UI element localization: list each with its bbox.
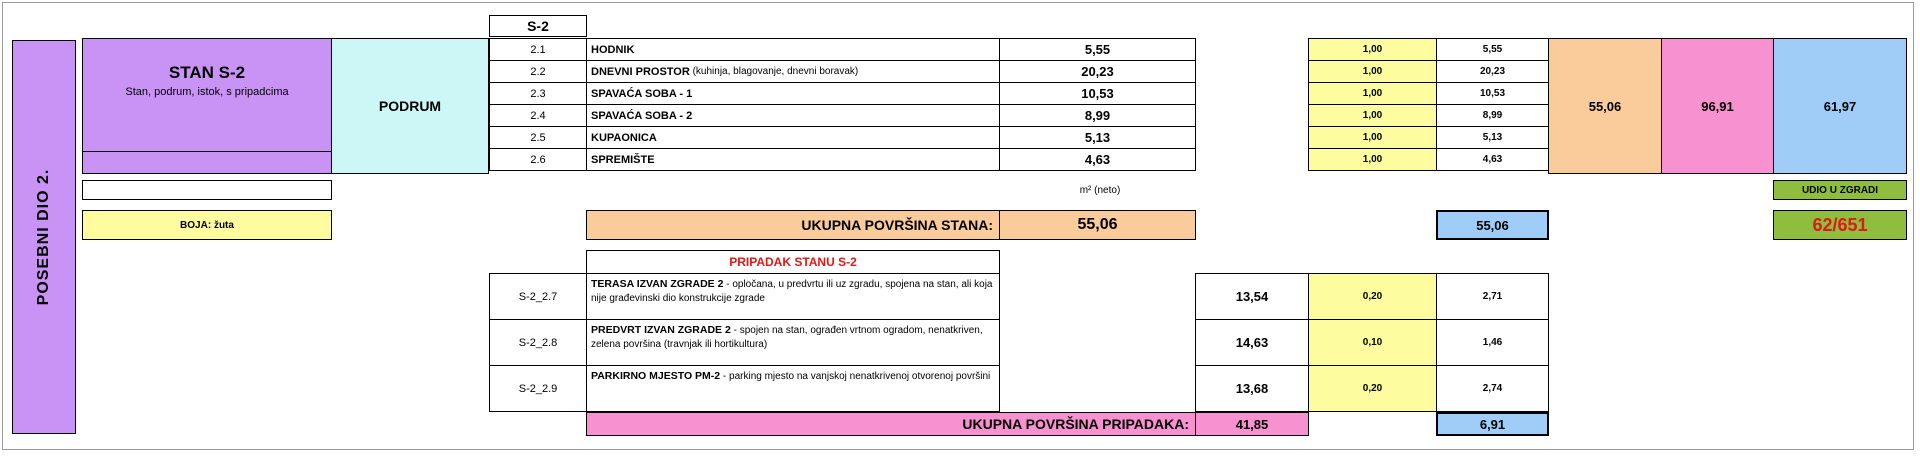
room-area: 5,55	[999, 38, 1196, 61]
room-coefficient: 1,00	[1308, 126, 1437, 149]
color-label: BOJA: žuta	[82, 210, 332, 240]
summary-blue-cell: 61,97	[1773, 38, 1907, 174]
room-name-label: DNEVNI PROSTOR	[591, 65, 690, 78]
room-number: 2.6	[489, 148, 587, 171]
appurtenance-coefficient: 0,10	[1308, 319, 1437, 366]
room-name	[586, 38, 1000, 61]
room-name	[586, 60, 1000, 83]
room-number: 2.1	[489, 38, 587, 61]
room-name-label: HODNIK	[591, 43, 635, 56]
room-name-detail: (kuhinja, blagovanje, dnevni boravak)	[689, 66, 859, 77]
room-name	[586, 126, 1000, 149]
room-name	[586, 104, 1000, 127]
total-appurtenances-label: UKUPNA POVRŠINA PRIPADAKA:	[586, 412, 1196, 436]
room-coefficient: 1,00	[1308, 148, 1437, 171]
room-reduced-area: 5,55	[1436, 38, 1549, 61]
appurtenance-description	[586, 273, 1000, 320]
room-area: 10,53	[999, 82, 1196, 105]
appurtenance-description	[586, 319, 1000, 366]
apartment-title-cell	[82, 38, 332, 152]
total-apartment-value: 55,06	[999, 210, 1196, 240]
floor-cell: PODRUM	[331, 38, 489, 174]
room-number: 2.2	[489, 60, 587, 83]
apartment-title: STAN S-2	[168, 63, 246, 82]
unit-code-header: S-2	[489, 15, 587, 37]
room-name	[586, 148, 1000, 171]
appurtenance-detail: - opločana, u predvrtu ili uz zgradu, spojena na stan, ali koja nije građevinski dio konstrukcije zgrade	[591, 279, 993, 304]
room-name-label: KUPAONICA	[591, 131, 657, 144]
appurtenance-code: S-2_2.7	[489, 273, 587, 320]
appurtenances-title: PRIPADAK STANU S-2	[586, 250, 1000, 274]
blank-cell	[82, 180, 332, 200]
appurtenance-description	[586, 365, 1000, 412]
appurtenance-area: 14,63	[1195, 319, 1309, 366]
room-reduced-area: 8,99	[1436, 104, 1549, 127]
appurtenance-coefficient: 0,20	[1308, 365, 1437, 412]
appurtenance-area: 13,68	[1195, 365, 1309, 412]
apartment-title-lower-cell	[82, 151, 332, 174]
room-reduced-area: 4,63	[1436, 148, 1549, 171]
appurtenance-detail: - parking mjesto na vanjskoj nenatkrivenoj otvorenoj površini	[720, 371, 991, 382]
room-reduced-area: 5,13	[1436, 126, 1549, 149]
summary-peach-cell: 55,06	[1548, 38, 1662, 174]
share-value: 62/651	[1773, 210, 1907, 240]
room-area: 4,63	[999, 148, 1196, 171]
unit-label: m² (neto)	[1079, 184, 1121, 196]
room-name-label: SPAVAĆA SOBA - 2	[591, 109, 693, 122]
total-apartment-reduced: 55,06	[1436, 210, 1549, 240]
appurtenance-reduced-area: 1,46	[1436, 319, 1549, 366]
room-coefficient: 1,00	[1308, 104, 1437, 127]
appurtenance-reduced-area: 2,74	[1436, 365, 1549, 412]
total-appurtenances-reduced: 6,91	[1436, 412, 1549, 436]
room-name	[586, 82, 1000, 105]
room-coefficient: 1,00	[1308, 38, 1437, 61]
room-coefficient: 1,00	[1308, 82, 1437, 105]
appurtenance-area: 13,54	[1195, 273, 1309, 320]
appurtenance-name: PARKIRNO MJESTO PM-2	[591, 370, 721, 382]
room-area: 5,13	[999, 126, 1196, 149]
room-area: 20,23	[999, 60, 1196, 83]
room-area: 8,99	[999, 104, 1196, 127]
appurtenance-name: TERASA IZVAN ZGRADE 2	[591, 278, 724, 290]
appurtenance-name: PREDVRT IZVAN ZGRADE 2	[591, 324, 731, 336]
room-number: 2.4	[489, 104, 587, 127]
appurtenance-detail: - spojen na stan, ograđen vrtnom ogradom, nenatkriven, zelena površina (travnjak ili hortikultura)	[591, 325, 983, 350]
appurtenance-code: S-2_2.9	[489, 365, 587, 412]
total-appurtenances-value: 41,85	[1195, 412, 1309, 436]
appurtenance-reduced-area: 2,71	[1436, 273, 1549, 320]
total-apartment-label: UKUPNA POVRŠINA STANA:	[586, 210, 1000, 240]
summary-pink-cell: 96,91	[1661, 38, 1774, 174]
room-reduced-area: 20,23	[1436, 60, 1549, 83]
apartment-subtitle: Stan, podrum, istok, s pripadcima	[125, 86, 289, 98]
room-number: 2.5	[489, 126, 587, 149]
appurtenance-coefficient: 0,20	[1308, 273, 1437, 320]
room-name-label: SPREMIŠTE	[591, 153, 655, 166]
room-name-label: SPAVAĆA SOBA - 1	[591, 87, 693, 100]
room-reduced-area: 10,53	[1436, 82, 1549, 105]
room-number: 2.3	[489, 82, 587, 105]
share-label: UDIO U ZGRADI	[1773, 180, 1907, 200]
room-coefficient: 1,00	[1308, 60, 1437, 83]
appurtenance-code: S-2_2.8	[489, 319, 587, 366]
vertical-section-label: POSEBNI DIO 2.	[12, 40, 76, 434]
